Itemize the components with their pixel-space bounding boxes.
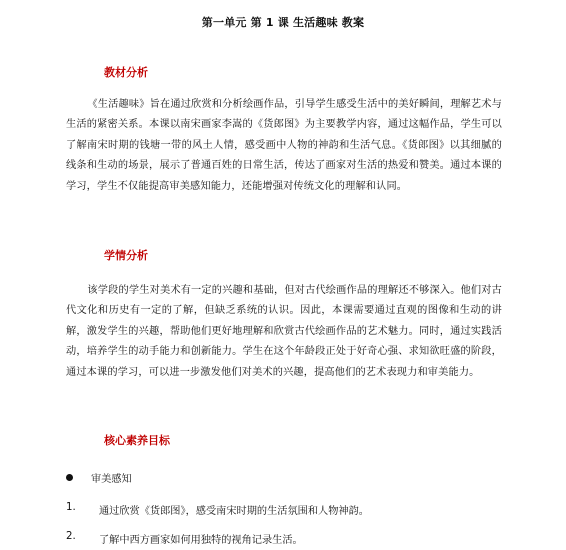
bullet-dot-icon (66, 474, 73, 481)
numbered-item-text: 通过欣赏《货郎图》，感受南宋时期的生活氛围和人物神韵。 (99, 506, 369, 517)
paragraph-textbook-analysis: 《生活趣味》旨在通过欣赏和分析绘画作品，引导学生感受生活中的美好瞬间，理解艺术与生活的紧密关系。本课以南宋画家李嵩的《货郎图》为主要教学内容，通过这幅作品，学生可以了解南宋时期的钱塘一带的风土人情，感受画中人物的神韵和生活气息。《货郎图》以其细腻的线条和生动的场景，展示了普通百姓的日常生活，传达了画家对生活的热爱和赞美。通过本课的学习，学生不仅能提高审美感知能力，还能增强对传统文化的理解和认同。 (66, 99, 502, 192)
bullet-item-aesthetic-perception (66, 470, 132, 485)
section-heading-core-competency: 核心素养目标 (104, 434, 170, 447)
numbered-item-number: 2. (66, 531, 76, 542)
document-title: 第一单元 第 1 课 生活趣味 教案 (201, 16, 365, 29)
numbered-item-number: 1. (66, 502, 76, 513)
numbered-item (66, 502, 369, 517)
section-heading-textbook-analysis: 教材分析 (104, 66, 148, 79)
numbered-item (66, 531, 303, 546)
bullet-item-label: 审美感知 (91, 474, 132, 485)
paragraph-learner-analysis: 该学段的学生对美术有一定的兴趣和基础，但对古代绘画作品的理解还不够深入。他们对古代文化和历史有一定的了解，但缺乏系统的认识。因此，本课需要通过直观的图像和生动的讲解，激发学生的兴趣，帮助他们更好地理解和欣赏古代绘画作品的艺术魅力。同时，通过实践活动，培养学生的动手能力和创新能力。学生在这个年龄段正处于好奇心强、求知欲旺盛的阶段，通过本课的学习，可以进一步激发他们对美术的兴趣，提高他们的艺术表现力和审美能力。 (66, 285, 502, 378)
section-heading-learner-analysis: 学情分析 (104, 249, 148, 262)
numbered-item-text: 了解中西方画家如何用独特的视角记录生活。 (99, 535, 303, 546)
